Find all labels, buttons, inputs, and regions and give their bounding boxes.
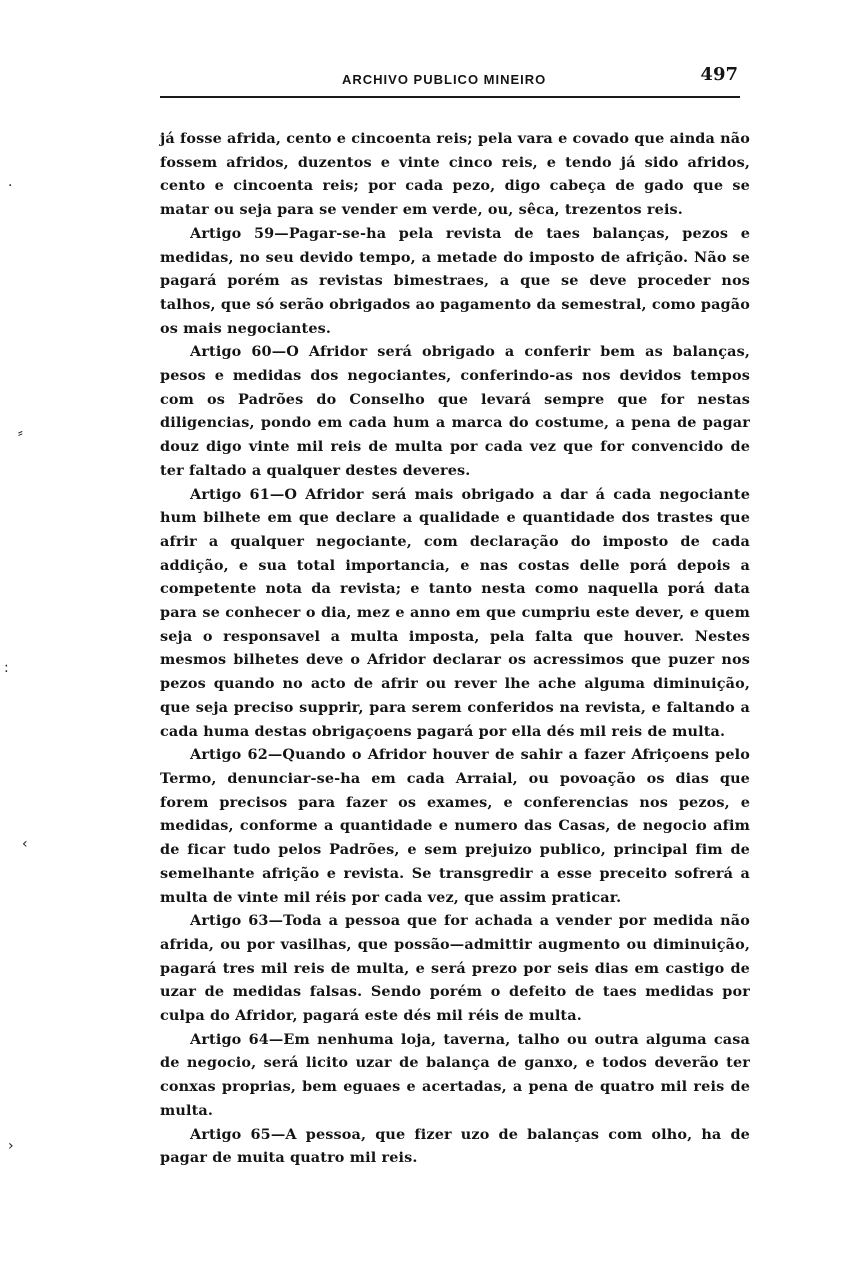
paragraph-artigo-59: Artigo 59—Pagar-se-ha pela revista de taes balanças, pezos e medidas, no seu devido tempo, a metade do imposto de afrição. Não se pagará porém as revistas bimestraes, a que se deve proceder nos talhos, que só serão obrigados ao pagamento da semestral, como pagão os mais negociantes. xyxy=(160,224,750,337)
running-title: ARCHIVO PUBLICO MINEIRO xyxy=(342,72,547,87)
margin-tick-mark: ‹ xyxy=(22,836,28,852)
paragraph-artigo-64: Artigo 64—Em nenhuma loja, taverna, talho ou outra alguma casa de negocio, será licito uzar de balança de ganxo, e todos deverão ter conxas proprias, bem eguaes e acertadas, a pena de quatro mil reis de multa. xyxy=(160,1030,750,1119)
paragraph-artigo-60: Artigo 60—O Afridor será obrigado a conferir bem as balanças, pesos e medidas dos negociantes, conferindo-as nos devidos tempos com os Padrões do Conselho que levará sempre que for nestas diligencias, pondo em cada hum a marca do costume, a pena de pagar douz digo vinte mil reis de multa por cada vez que for convencido de ter faltado a qualquer destes deveres. xyxy=(160,343,750,479)
margin-tick-mark: › xyxy=(8,1138,14,1154)
header-rule xyxy=(160,96,740,98)
page-header xyxy=(160,60,740,100)
paragraph-continuation: já fosse afrida, cento e cincoenta reis; pela vara e covado que ainda não fossem afridos, duzentos e vinte cinco reis, e tendo já sido afridos, cento e cincoenta reis; por cada pezo, digo cabeça de gado que se matar ou seja para se vender em verde, ou, sêca, trezentos reis. xyxy=(160,130,750,219)
paragraph-artigo-63: Artigo 63—Toda a pessoa que for achada a vender por medida não afrida, ou por vasilhas, que possão—admittir augmento ou diminuição, pagará tres mil reis de multa, e será prezo por seis dias em castigo de uzar de medidas falsas. Sendo porém o defeito de taes medidas por culpa do Afridor, pagará este dés mil réis de multa. xyxy=(160,912,750,1025)
paragraph-artigo-62: Artigo 62—Quando o Afridor houver de sahir a fazer Afriçoens pelo Termo, denunciar-se-ha em cada Arraial, ou povoação os dias que forem precisos para fazer os exames, e conferencias nos pezos, e medidas, conforme a quantidade e numero das Casas, de negocio afim de ficar tudo pelos Padrões, e sem prejuizo publico, principal fim de semelhante afrição e revista. Se transgredir a esse preceito sofrerá a multa de vinte mil réis por cada vez, que assim praticar. xyxy=(160,746,750,906)
margin-tick-mark: · xyxy=(8,178,13,194)
paragraph-artigo-61: Artigo 61—O Afridor será mais obrigado a dar á cada negociante hum bilhete em que declare a qualidade e quantidade dos trastes que afrir a qualquer negociante, com declaração do imposto de cada addição, e sua total importancia, e nas costas delle porá depois a competente nota da revista; e tanto nesta como naquella porá data para se conhecer o dia, mez e anno em que cumpriu este dever, e quem seja o responsavel a multa imposta, pela falta que houver. Nestes mesmos bilhetes deve o Afridor declarar os acressimos que puzer nos pezos quando no acto de afrir ou rever lhe ache alguma diminuição, que seja preciso supprir, para serem conferidos na revista, e faltando a cada huma destas obrigaçoens pagará por ella dés mil reis de multa. xyxy=(160,485,750,740)
margin-tick-mark: : xyxy=(4,660,9,676)
margin-tick-mark: ⸗ xyxy=(18,425,23,441)
body-text xyxy=(160,127,750,1170)
paragraph-artigo-65: Artigo 65—A pessoa, que fizer uzo de balanças com olho, ha de pagar de muita quatro mil reis. xyxy=(160,1125,750,1167)
page-number: 497 xyxy=(700,64,738,85)
